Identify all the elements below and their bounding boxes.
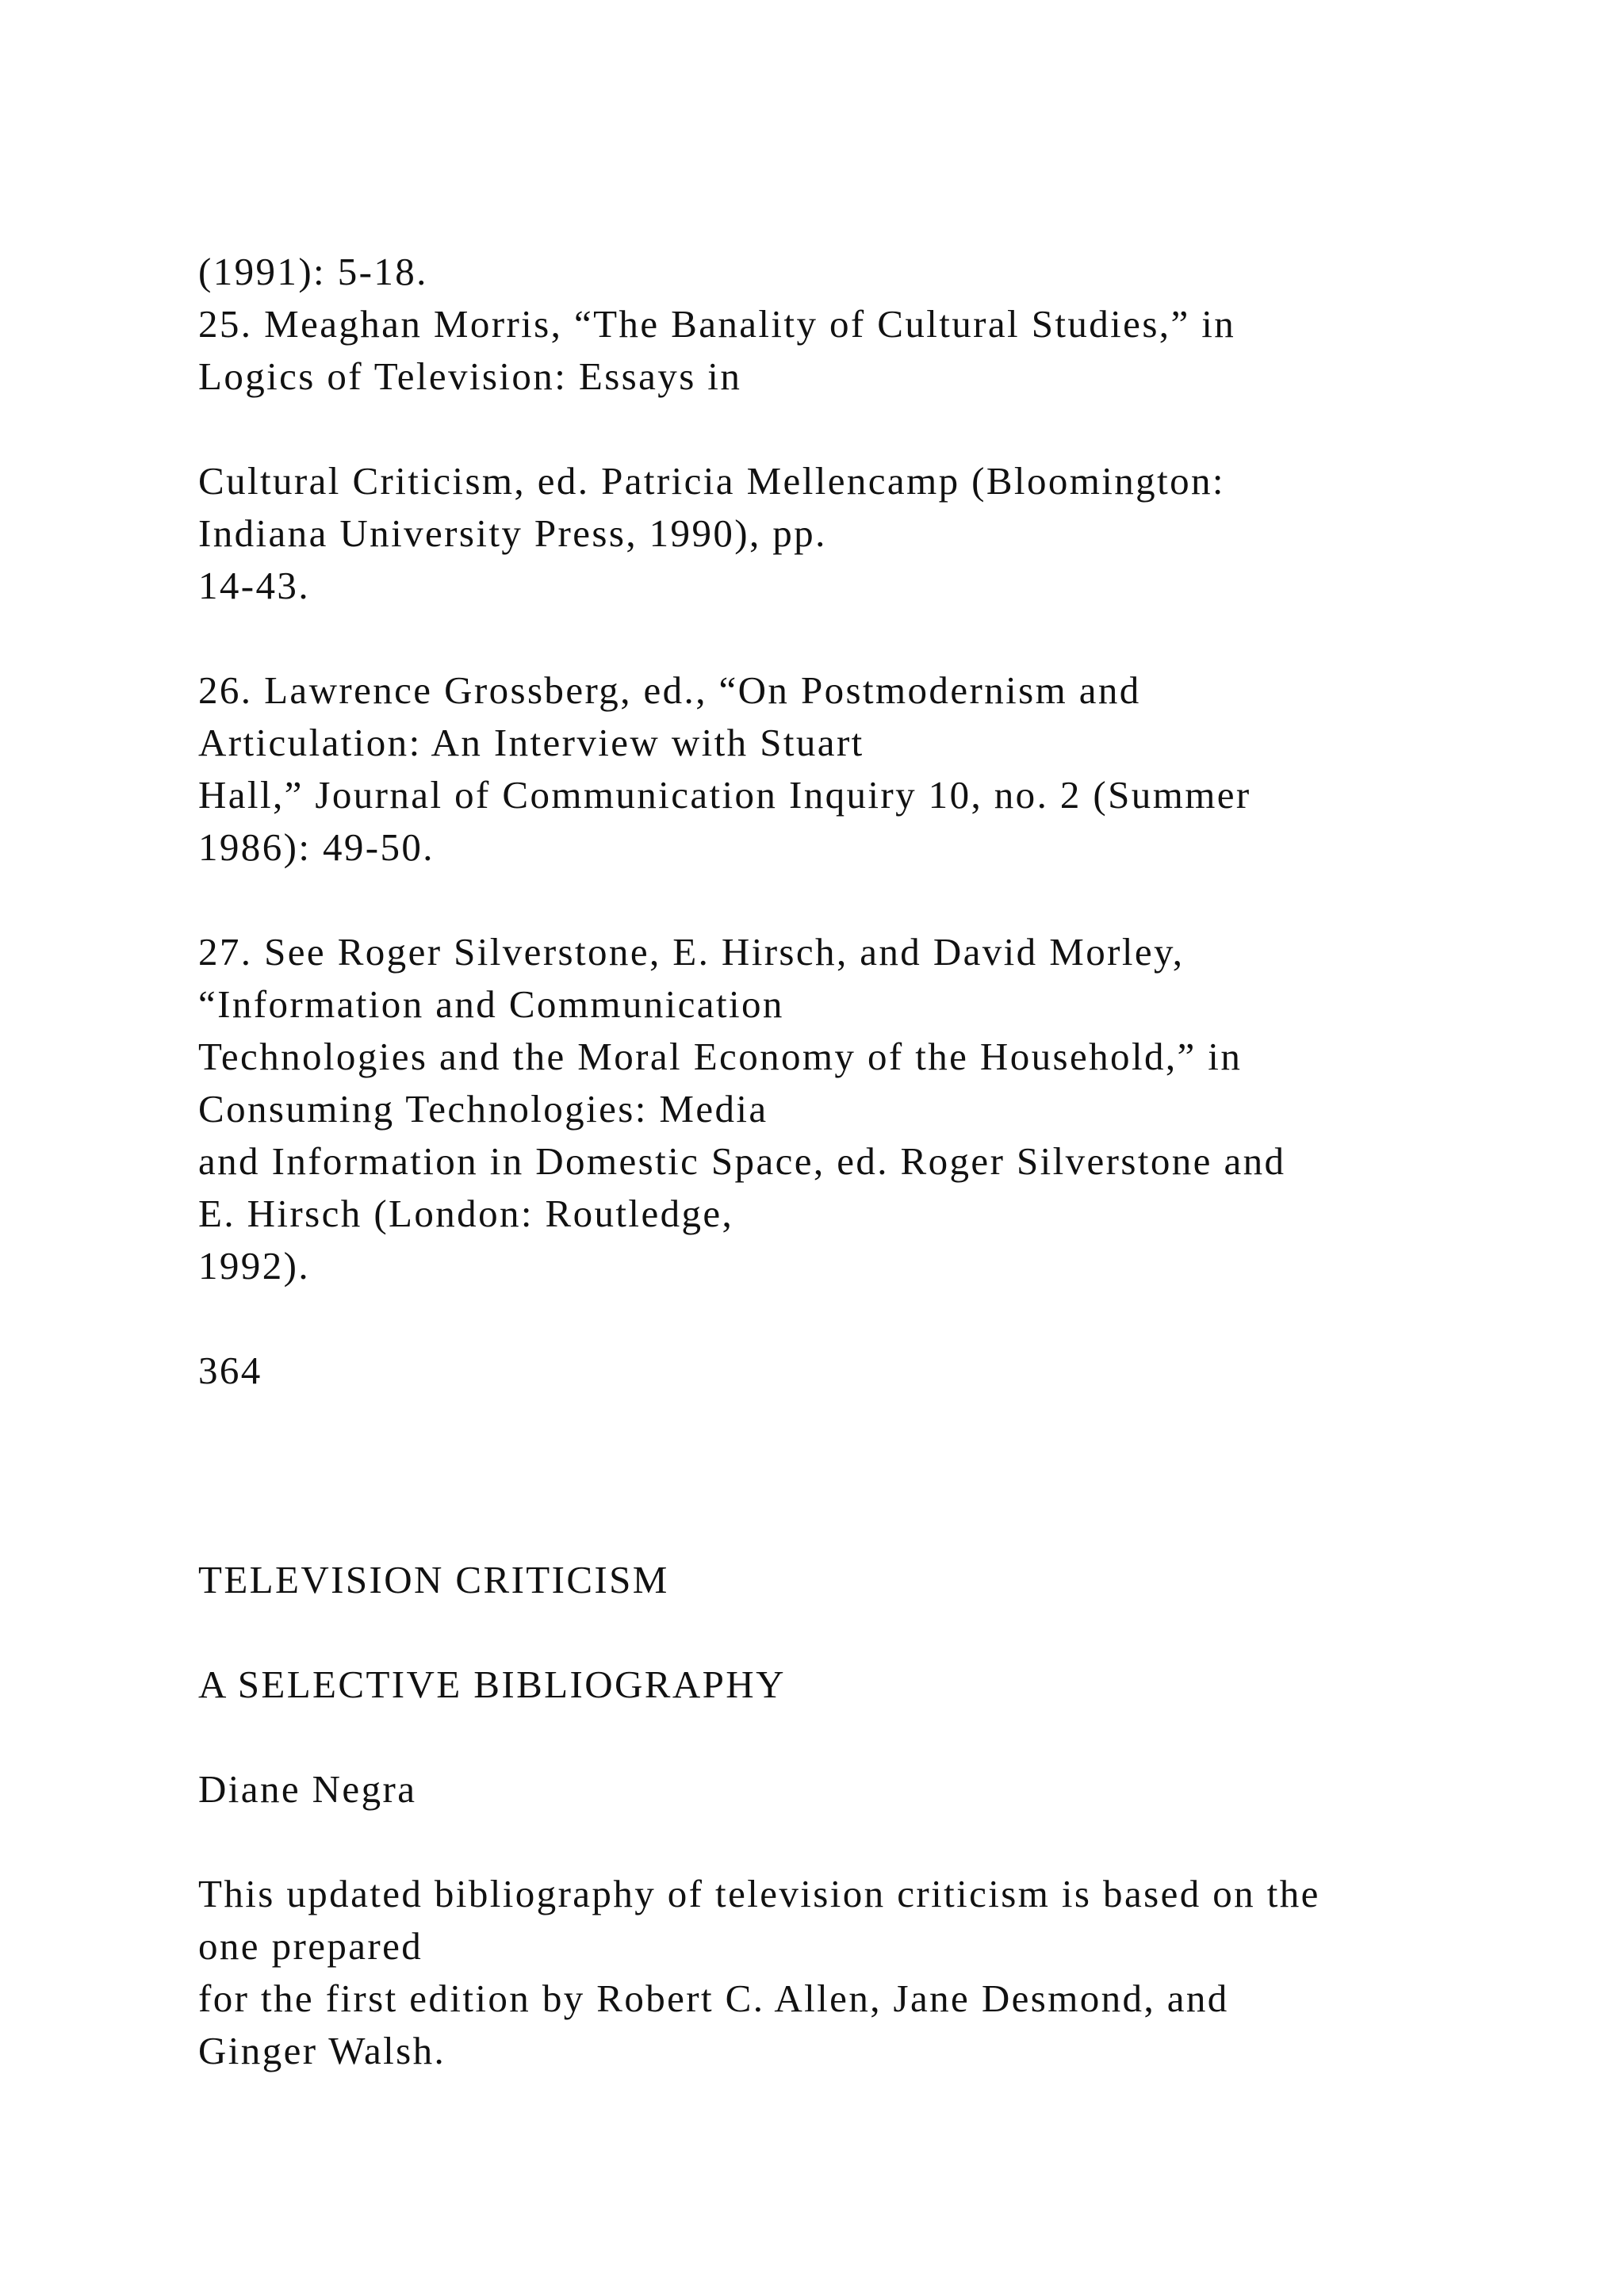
blank-line bbox=[198, 612, 1546, 664]
chapter-subtitle: A SELECTIVE BIBLIOGRAPHY bbox=[198, 1663, 786, 1706]
note-27-line: 27. See Roger Silverstone, E. Hirsch, and David Morley, bbox=[198, 930, 1185, 974]
intro-line: one prepared bbox=[198, 1924, 423, 1968]
blank-line bbox=[198, 1449, 1546, 1502]
blank-line bbox=[198, 1606, 1546, 1659]
text-line: E. Hirsch (London: Routledge, bbox=[198, 1192, 734, 1235]
text-line: Logics of Television: Essays in bbox=[198, 354, 742, 398]
text-line: 1992). bbox=[198, 1244, 310, 1288]
intro-line: Ginger Walsh. bbox=[198, 2029, 446, 2072]
note-26-line: 26. Lawrence Grossberg, ed., “On Postmodernism and bbox=[198, 668, 1141, 712]
blank-line bbox=[198, 403, 1546, 455]
blank-line bbox=[198, 874, 1546, 926]
intro-line: This updated bibliography of television criticism is based on the bbox=[198, 1872, 1320, 1915]
page-number: 364 bbox=[198, 1349, 262, 1392]
blank-line bbox=[198, 1502, 1546, 1554]
blank-line bbox=[198, 1292, 1546, 1345]
text-line: Technologies and the Moral Economy of the Household,” in bbox=[198, 1035, 1243, 1078]
blank-line bbox=[198, 1816, 1546, 1868]
text-line: Consuming Technologies: Media bbox=[198, 1087, 768, 1131]
text-line: Indiana University Press, 1990), pp. bbox=[198, 511, 827, 555]
blank-line bbox=[198, 1397, 1546, 1449]
text-line: (1991): 5-18. bbox=[198, 250, 428, 293]
text-line: Hall,” Journal of Communication Inquiry 10, no. 2 (Summer bbox=[198, 773, 1251, 817]
text-line: “Information and Communication bbox=[198, 982, 784, 1026]
text-line: Articulation: An Interview with Stuart bbox=[198, 721, 864, 764]
text-line: Cultural Criticism, ed. Patricia Mellencamp (Bloomington: bbox=[198, 459, 1225, 503]
intro-line: for the first edition by Robert C. Allen, Jane Desmond, and bbox=[198, 1976, 1229, 2020]
chapter-title: TELEVISION CRITICISM bbox=[198, 1558, 669, 1601]
text-line: 1986): 49-50. bbox=[198, 825, 435, 869]
document-text bbox=[198, 246, 1546, 2077]
note-25-line: 25. Meaghan Morris, “The Banality of Cultural Studies,” in bbox=[198, 302, 1236, 346]
author-name: Diane Negra bbox=[198, 1767, 417, 1811]
blank-line bbox=[198, 1711, 1546, 1763]
text-line: 14-43. bbox=[198, 564, 310, 607]
text-line: and Information in Domestic Space, ed. Roger Silverstone and bbox=[198, 1139, 1286, 1183]
